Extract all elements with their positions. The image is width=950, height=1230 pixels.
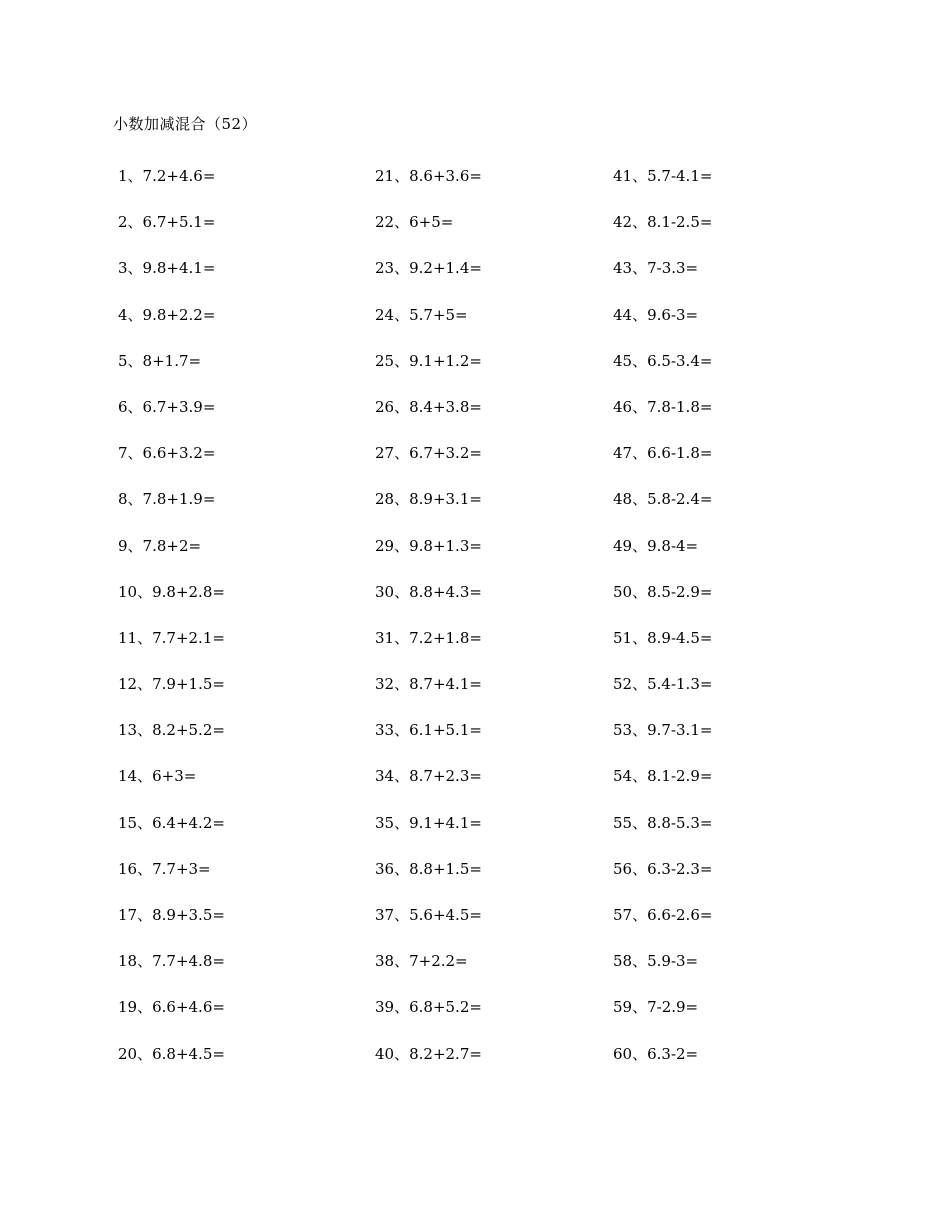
problem-item: 28、8.9+3.1= — [375, 490, 482, 509]
problem-item: 59、7-2.9= — [613, 998, 699, 1017]
problem-item: 6、6.7+3.9= — [118, 397, 216, 416]
problem-item: 36、8.8+1.5= — [375, 859, 482, 878]
problem-item: 13、8.2+5.2= — [118, 721, 225, 740]
problem-item: 23、9.2+1.4= — [375, 259, 482, 278]
problem-item: 26、8.4+3.8= — [375, 397, 482, 416]
problem-item: 56、6.3-2.3= — [613, 859, 713, 878]
problem-item: 18、7.7+4.8= — [118, 952, 225, 971]
problem-item: 32、8.7+4.1= — [375, 675, 482, 694]
problem-item: 54、8.1-2.9= — [613, 767, 713, 786]
problem-item: 50、8.5-2.9= — [613, 582, 713, 601]
problem-column-1 — [118, 164, 225, 1088]
problem-item: 16、7.7+3= — [118, 859, 211, 878]
problem-item: 27、6.7+3.2= — [375, 444, 482, 463]
problem-item: 41、5.7-4.1= — [613, 167, 713, 185]
problem-item: 8、7.8+1.9= — [118, 490, 216, 509]
problem-item: 45、6.5-3.4= — [613, 351, 713, 370]
problem-item: 47、6.6-1.8= — [613, 444, 713, 463]
problem-item: 22、6+5= — [375, 213, 454, 232]
problem-item: 31、7.2+1.8= — [375, 628, 482, 647]
problem-item: 49、9.8-4= — [613, 536, 699, 555]
problem-item: 1、7.2+4.6= — [118, 167, 216, 185]
problem-item: 3、9.8+4.1= — [118, 259, 216, 278]
problem-item: 33、6.1+5.1= — [375, 721, 482, 740]
problem-item: 11、7.7+2.1= — [118, 628, 225, 647]
problem-item: 35、9.1+4.1= — [375, 813, 482, 832]
problem-item: 19、6.6+4.6= — [118, 998, 225, 1017]
problem-item: 60、6.3-2= — [613, 1044, 699, 1063]
problem-item: 2、6.7+5.1= — [118, 213, 216, 232]
problem-item: 40、8.2+2.7= — [375, 1044, 482, 1063]
page-title: 小数加减混合（52） — [113, 115, 258, 133]
problem-item: 42、8.1-2.5= — [613, 213, 713, 232]
problem-item: 37、5.6+4.5= — [375, 906, 482, 924]
problem-item: 21、8.6+3.6= — [375, 167, 482, 185]
problem-item: 58、5.9-3= — [613, 952, 699, 971]
problem-item: 53、9.7-3.1= — [613, 721, 713, 740]
problem-item: 14、6+3= — [118, 767, 197, 786]
problem-item: 4、9.8+2.2= — [118, 305, 216, 324]
problem-item: 44、9.6-3= — [613, 305, 699, 324]
problem-item: 48、5.8-2.4= — [613, 490, 713, 509]
problem-item: 9、7.8+2= — [118, 536, 202, 555]
problem-item: 34、8.7+2.3= — [375, 767, 482, 786]
problem-item: 20、6.8+4.5= — [118, 1044, 225, 1063]
problem-item: 29、9.8+1.3= — [375, 536, 482, 555]
problem-item: 25、9.1+1.2= — [375, 351, 482, 370]
problem-item: 43、7-3.3= — [613, 259, 699, 278]
problem-item: 10、9.8+2.8= — [118, 582, 225, 601]
problem-column-3 — [613, 164, 712, 1088]
problem-item: 24、5.7+5= — [375, 305, 468, 324]
problem-item: 39、6.8+5.2= — [375, 998, 482, 1017]
problem-column-2 — [375, 164, 482, 1088]
problem-item: 52、5.4-1.3= — [613, 675, 713, 694]
problem-item: 55、8.8-5.3= — [613, 813, 713, 832]
problem-item: 7、6.6+3.2= — [118, 444, 216, 463]
problem-item: 15、6.4+4.2= — [118, 813, 225, 832]
problem-item: 46、7.8-1.8= — [613, 397, 713, 416]
problem-item: 30、8.8+4.3= — [375, 582, 482, 601]
problem-item: 17、8.9+3.5= — [118, 906, 225, 924]
problem-item: 38、7+2.2= — [375, 952, 468, 971]
problem-item: 57、6.6-2.6= — [613, 906, 713, 924]
problem-item: 51、8.9-4.5= — [613, 628, 713, 647]
problem-item: 12、7.9+1.5= — [118, 675, 225, 694]
problem-item: 5、8+1.7= — [118, 351, 202, 370]
